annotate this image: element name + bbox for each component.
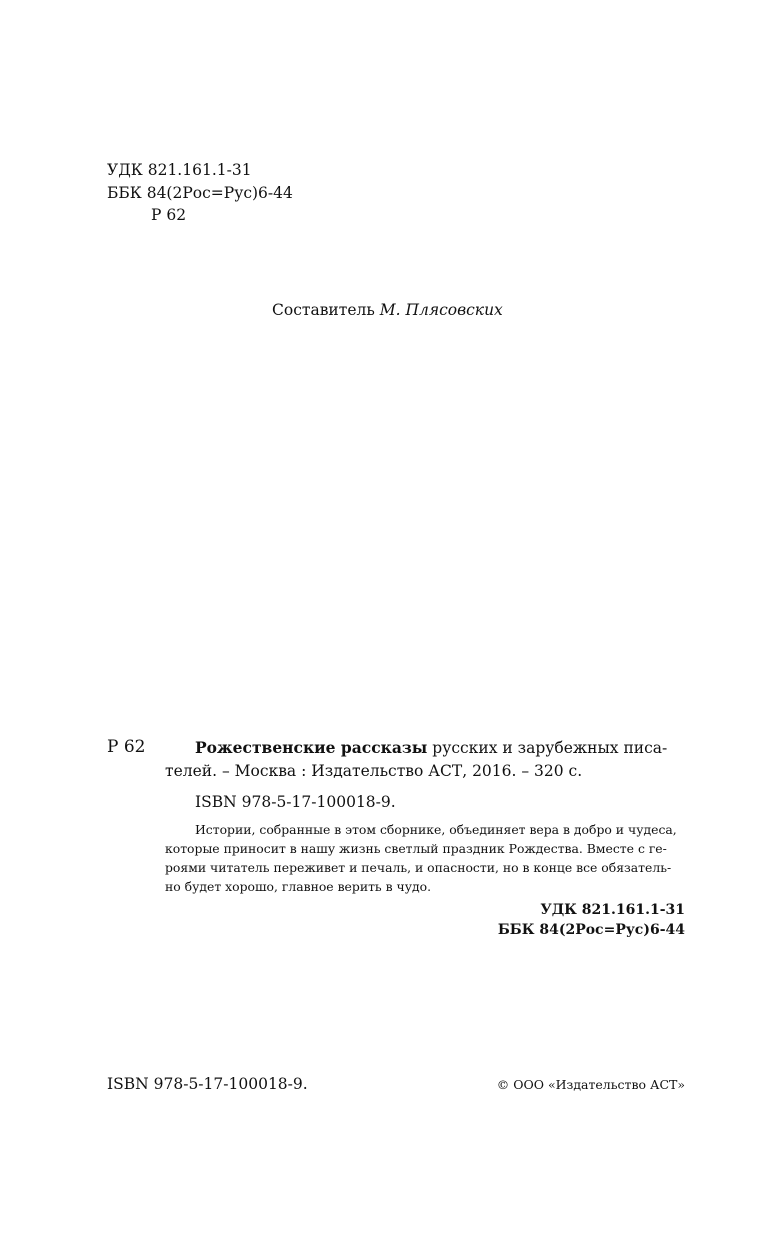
annotation-line: но будет хорошо, главное верить в чудо. [165, 879, 432, 894]
compiler-name: М. Плясовских [379, 301, 503, 319]
compiler-label: Составитель [272, 301, 375, 319]
footer-isbn: ISBN 978-5-17-100018-9. [107, 1075, 308, 1093]
udk-code: УДК 821.161.1-31 [107, 161, 252, 179]
card-udk-code: УДК 821.161.1-31 [540, 902, 685, 918]
annotation-line: которые приносит в нашу жизнь светлый праздник Рождества. Вместе с ге- [165, 841, 667, 856]
card-bbk-code: ББК 84(2Рос=Рус)6-44 [497, 922, 685, 938]
publication-details: телей. – Москва : Издательство АСТ, 2016. – 320 с. [165, 762, 583, 780]
book-title-rest: русских и зарубежных писа- [427, 739, 668, 757]
author-mark: Р 62 [151, 206, 187, 224]
card-classification [165, 900, 685, 940]
card-author-mark: Р 62 [107, 737, 146, 757]
compiler-line [272, 300, 503, 320]
card-isbn: ISBN 978-5-17-100018-9. [195, 793, 396, 811]
book-title: Рожественские рассказы [195, 738, 428, 757]
annotation-line: роями читатель переживет и печаль, и опасности, но в конце все обязатель- [165, 860, 672, 875]
copyright-notice: © ООО «Издательство АСТ» [496, 1077, 685, 1092]
top-classification-block [107, 159, 293, 227]
annotation-line: Истории, собранные в этом сборнике, объединяет вера в добро и чудеса, [195, 822, 677, 837]
catalog-card [165, 736, 685, 940]
annotation [165, 820, 685, 896]
bbk-code: ББК 84(2Рос=Рус)6-44 [107, 183, 293, 202]
bibliographic-entry [165, 736, 685, 783]
